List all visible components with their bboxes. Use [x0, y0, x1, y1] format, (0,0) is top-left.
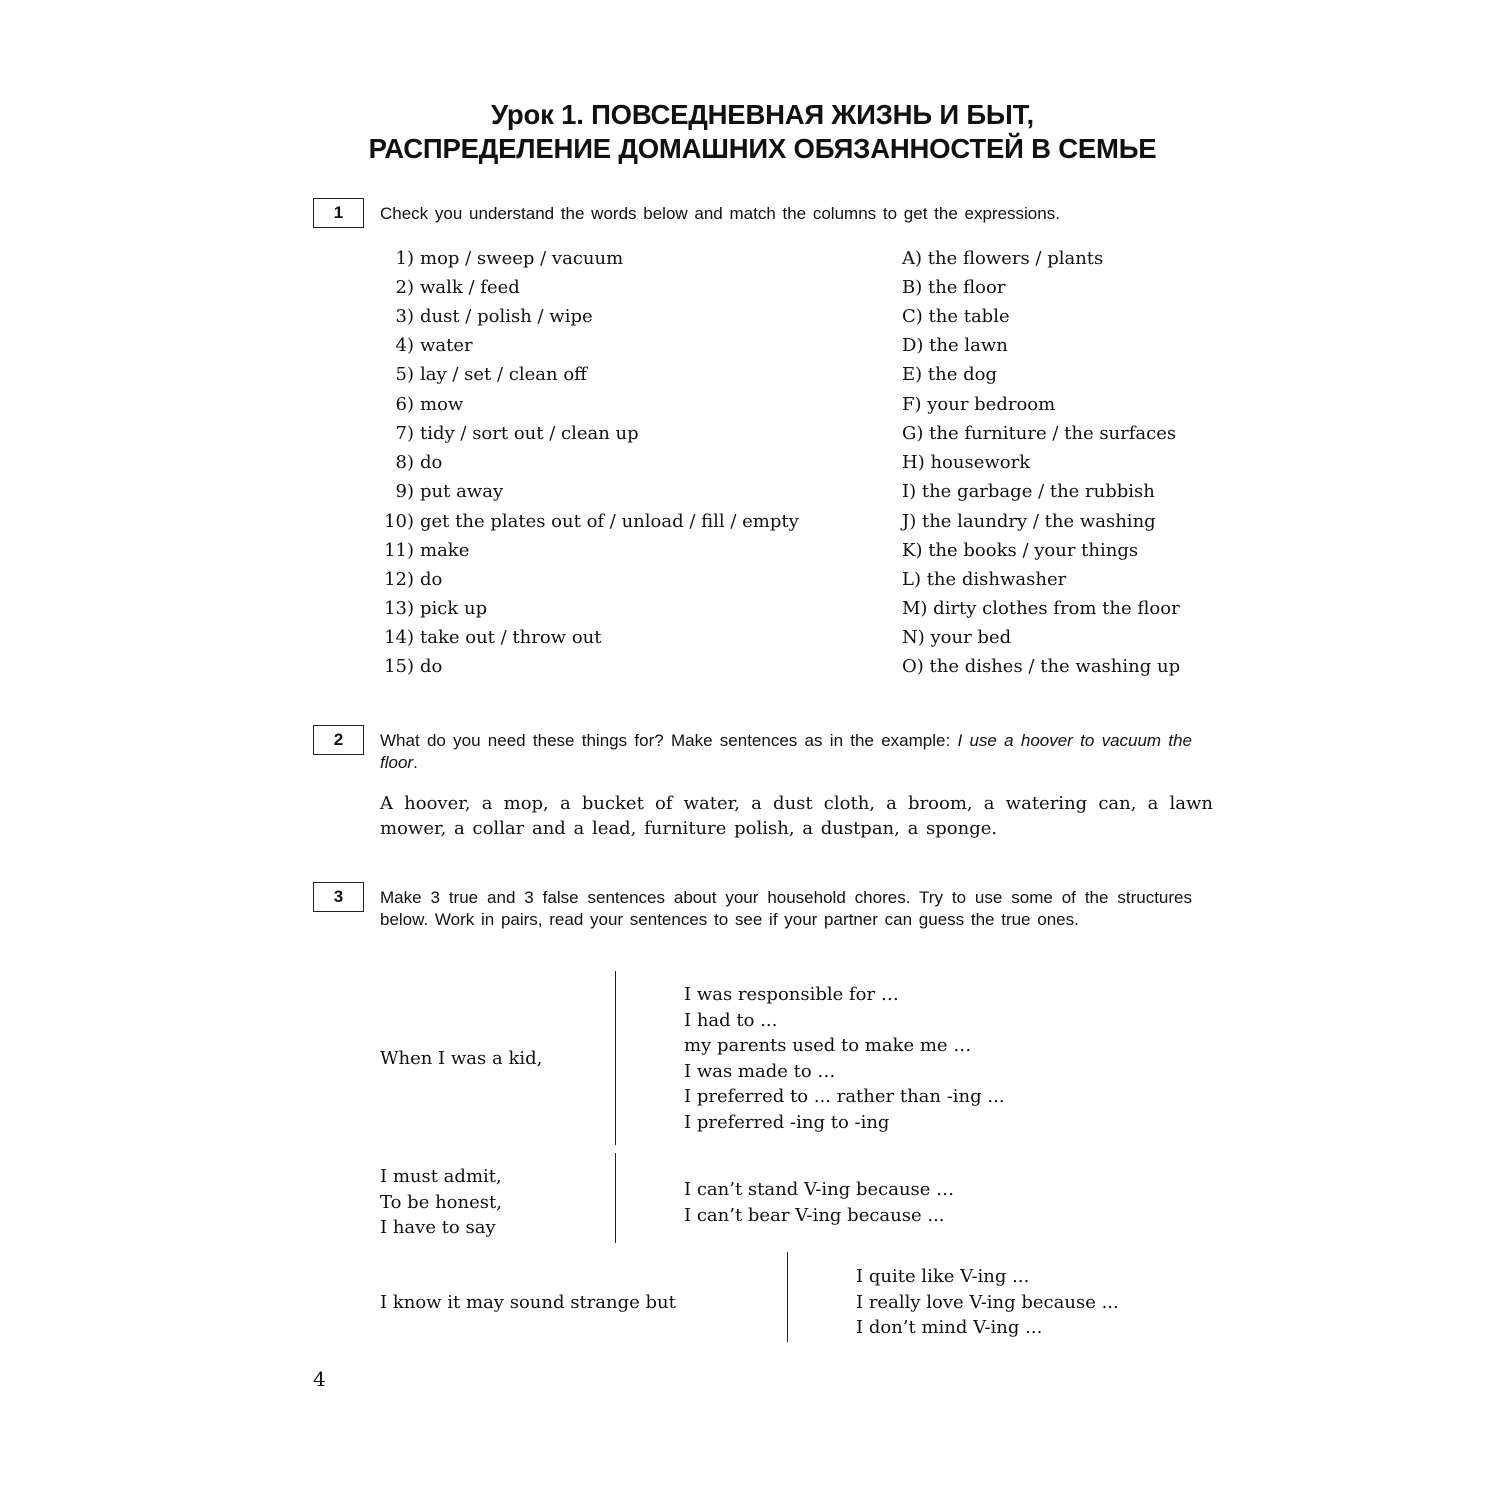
block-3-right — [856, 1264, 1119, 1341]
block-1-left: When I was a kid, — [380, 1048, 543, 1069]
left-item-number: 3) — [395, 306, 414, 327]
left-item-text: do — [420, 656, 443, 677]
left-item — [380, 390, 463, 419]
left-item-number: 9) — [395, 481, 414, 502]
task-1-number: 1 — [313, 198, 364, 228]
left-item-text: do — [420, 569, 443, 590]
right-item: F) your bedroom — [902, 394, 1056, 415]
block-3-left: I know it may sound strange but — [380, 1292, 676, 1313]
structure-line: I had to ... — [684, 1009, 778, 1031]
left-item — [380, 273, 520, 302]
structure-line: I must admit, — [380, 1166, 502, 1187]
right-item: L) the dishwasher — [902, 569, 1067, 590]
left-item-number: 6) — [395, 394, 414, 415]
structure-line: To be honest, — [380, 1191, 502, 1213]
block-1-divider — [615, 971, 616, 1145]
left-item-number: 4) — [395, 335, 414, 356]
structure-line: I was responsible for … — [684, 984, 899, 1005]
left-item-text: make — [420, 540, 470, 561]
task-2-example-end: . — [413, 753, 418, 772]
left-item-text: tidy / sort out / clean up — [420, 423, 639, 444]
task-2-example: I use a hoover to vacuum the floor — [380, 731, 1192, 772]
left-item — [380, 594, 487, 623]
left-item — [380, 536, 469, 565]
left-item-text: mow — [420, 394, 464, 415]
structure-line: my parents used to make me … — [684, 1035, 972, 1056]
task-2-instruction-text: What do you need these things for? Make sentences as in the example: — [380, 731, 951, 750]
left-item-number: 8) — [395, 452, 414, 473]
right-item: E) the dog — [902, 364, 997, 385]
task-3-instruction: Make 3 true and 3 false sentences about your household chores. Try to use some of the structures below. Work in pairs, read your sentences to see if your partner can guess the true ones. — [380, 888, 1192, 929]
left-item-number: 14) — [384, 627, 414, 648]
left-item — [380, 302, 593, 331]
left-item-text: water — [420, 335, 473, 356]
block-2-left — [380, 1164, 502, 1241]
left-item — [380, 244, 623, 273]
block-3-divider — [787, 1252, 788, 1342]
left-item-text: get the plates out of / unload / fill / empty — [420, 511, 799, 532]
structure-line: I was made to … — [684, 1060, 836, 1082]
right-item: C) the table — [902, 306, 1010, 327]
task-2-instruction — [380, 730, 1192, 774]
left-item — [380, 477, 503, 506]
structure-line: I preferred -ing to -ing — [684, 1111, 890, 1133]
right-item: J) the laundry / the washing — [902, 511, 1156, 532]
left-item-text: pick up — [420, 598, 488, 619]
left-item — [380, 565, 442, 594]
left-item-text: walk / feed — [420, 277, 520, 298]
right-item: A) the flowers / plants — [902, 248, 1104, 269]
structure-line: I can’t bear V-ing because ... — [684, 1204, 945, 1226]
left-item-number: 1) — [395, 248, 414, 269]
left-item-text: take out / throw out — [420, 627, 602, 648]
left-item-number: 5) — [395, 364, 414, 385]
left-item — [380, 623, 601, 652]
right-item: K) the books / your things — [902, 540, 1139, 561]
right-item: D) the lawn — [902, 335, 1008, 356]
left-item-number: 15) — [384, 656, 414, 677]
structure-line: I preferred to ... rather than -ing ... — [684, 1086, 1005, 1107]
right-item: N) your bed — [902, 627, 1012, 648]
left-item-text: mop / sweep / vacuum — [420, 248, 624, 269]
block-1-right — [684, 982, 1005, 1135]
structure-line: I can’t stand V-ing because … — [684, 1179, 955, 1200]
structure-line: I have to say — [380, 1217, 496, 1238]
left-item-text: lay / set / clean off — [420, 364, 587, 385]
left-item-number: 10) — [384, 511, 414, 532]
left-item-number: 12) — [384, 569, 414, 590]
task-1-instruction: Check you understand the words below and match the columns to get the expressions. — [380, 204, 1060, 223]
left-item-number: 2) — [395, 277, 414, 298]
task-3-number: 3 — [313, 882, 364, 912]
left-item-number: 13) — [384, 598, 414, 619]
left-item — [380, 419, 639, 448]
page-title — [0, 98, 1500, 166]
block-2-divider — [615, 1153, 616, 1243]
structure-line: I really love V-ing because ... — [856, 1291, 1119, 1313]
left-item-number: 11) — [384, 540, 414, 561]
right-item: B) the floor — [902, 277, 1006, 298]
page-number: 4 — [313, 1367, 326, 1391]
right-item: I) the garbage / the rubbish — [902, 481, 1155, 502]
title-line-1: Урок 1. ПОВСЕДНЕВНАЯ ЖИЗНЬ И БЫТ, — [491, 99, 1034, 130]
left-item-text: put away — [420, 481, 504, 502]
left-item — [380, 652, 442, 681]
structure-line: I don’t mind V-ing ... — [856, 1317, 1043, 1338]
right-item: G) the furniture / the surfaces — [902, 423, 1177, 444]
right-item: O) the dishes / the washing up — [902, 656, 1181, 677]
left-item — [380, 448, 442, 477]
task-2-number: 2 — [313, 725, 364, 755]
block-2-right — [684, 1177, 954, 1228]
right-item: H) housework — [902, 452, 1031, 473]
title-line-2: РАСПРЕДЕЛЕНИЕ ДОМАШНИХ ОБЯЗАННОСТЕЙ В СЕМЬЕ — [368, 133, 1157, 164]
left-item-number: 7) — [395, 423, 414, 444]
left-item-text: dust / polish / wipe — [420, 306, 593, 327]
structure-line: I quite like V-ing ... — [856, 1266, 1030, 1287]
left-item-text: do — [420, 452, 443, 473]
right-item: M) dirty clothes from the floor — [902, 598, 1180, 619]
left-item — [380, 360, 587, 389]
left-item — [380, 507, 799, 536]
left-item — [380, 331, 473, 360]
task-2-word-list: A hoover, a mop, a bucket of water, a dust cloth, a broom, a watering can, a lawn mower, a collar and a lead, furniture polish, a dustpan, a sponge. — [380, 793, 1213, 839]
